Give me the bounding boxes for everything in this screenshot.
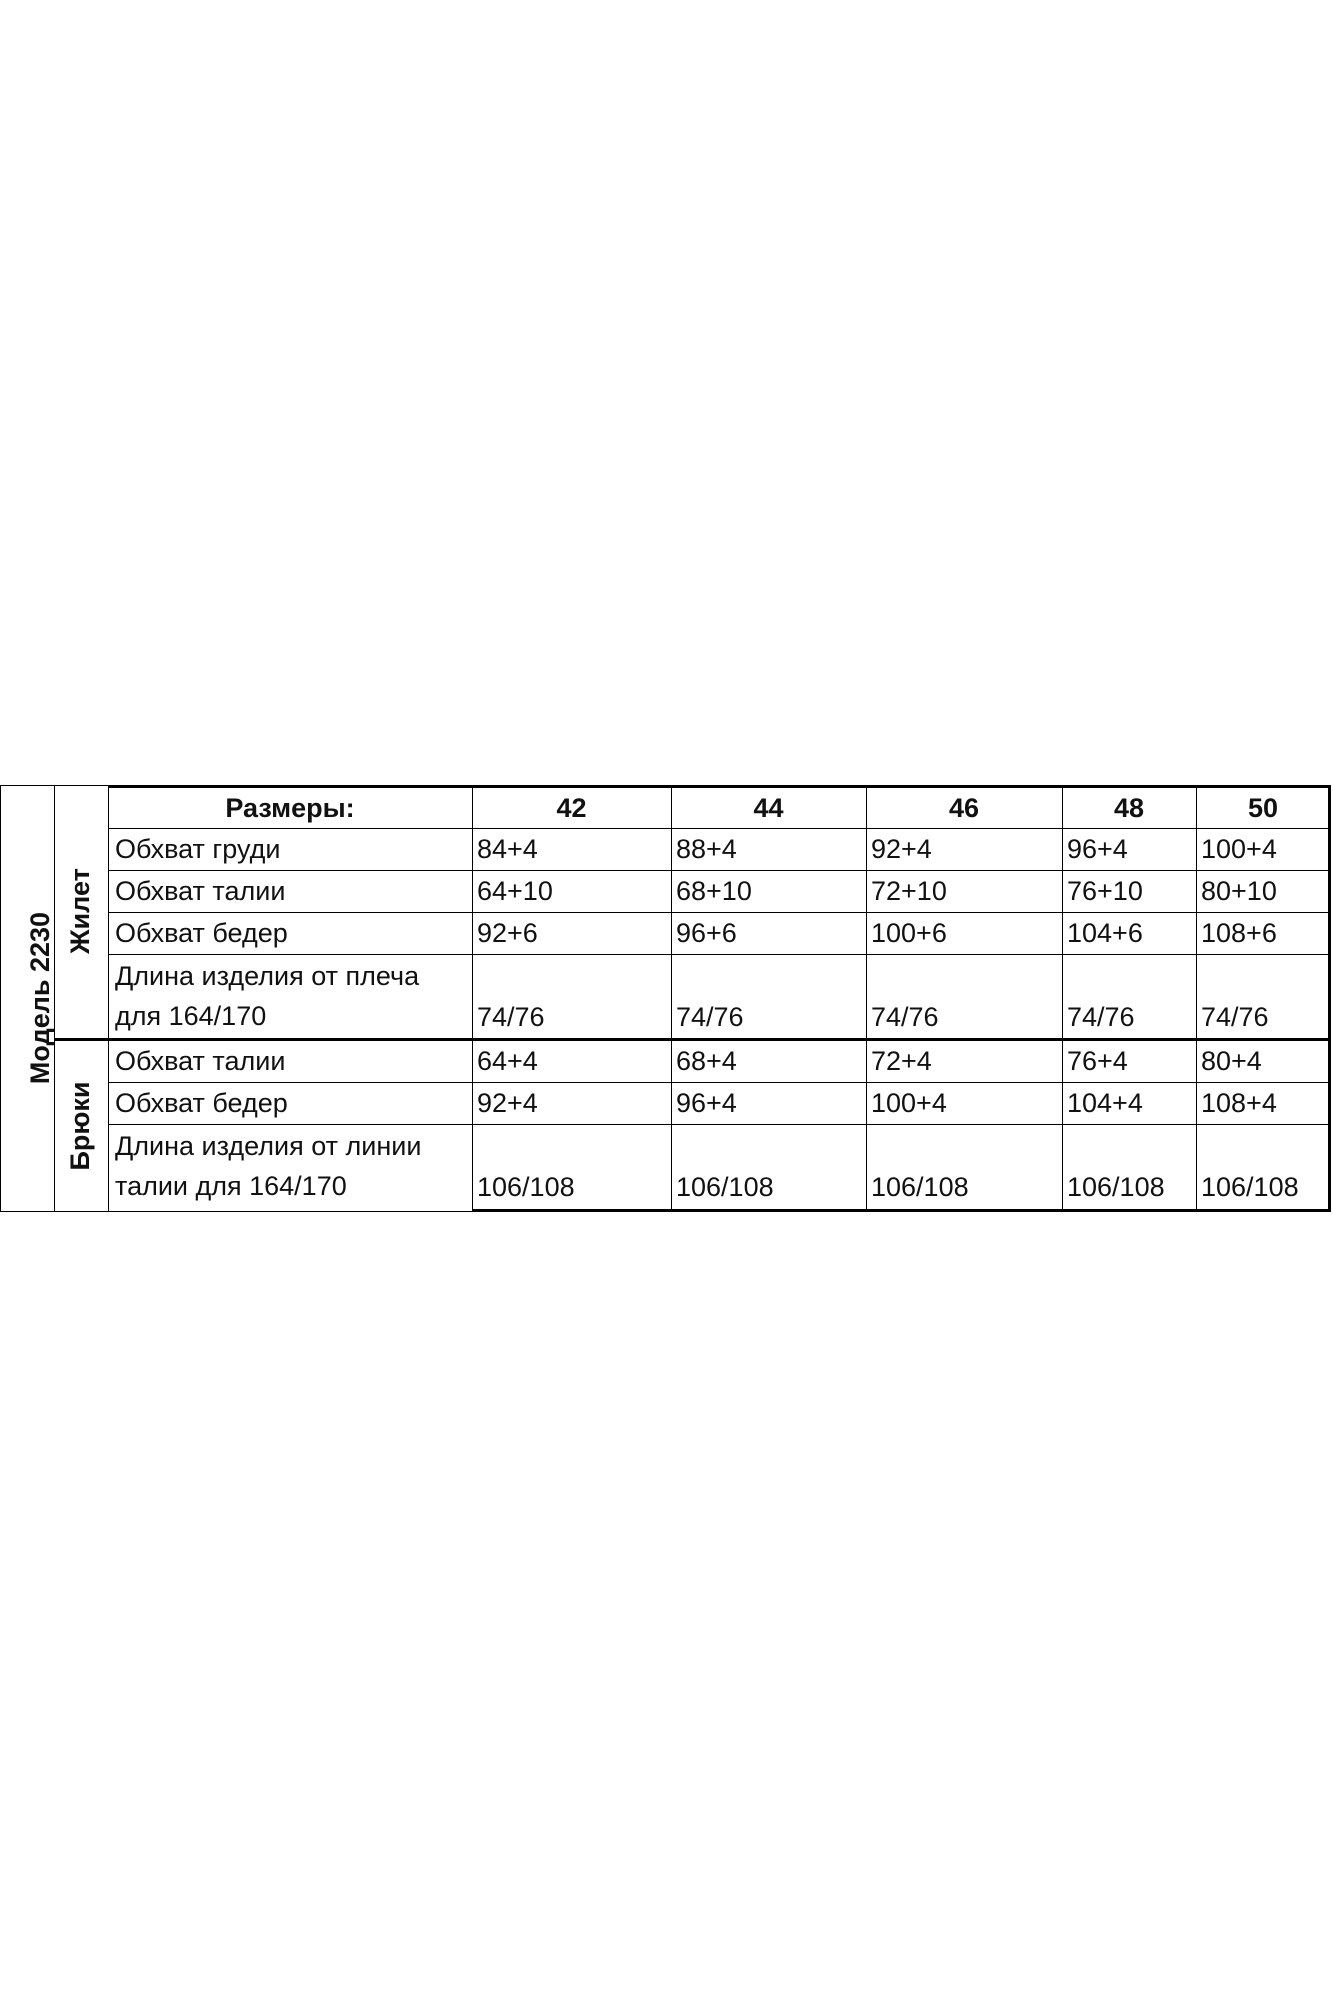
table-cell: 72+10	[871, 876, 947, 906]
row-label-line1: Длина изделия от линии	[115, 1131, 422, 1161]
section-label-vest: Жилет	[65, 868, 95, 954]
row-label-line1: Длина изделия от плеча	[115, 961, 420, 991]
border-left	[0, 785, 1, 1212]
table-cell: 92+4	[477, 1088, 538, 1118]
line-label-col	[472, 785, 473, 1212]
row-label-line2: для 164/170	[115, 1001, 267, 1031]
line-col-42	[671, 785, 672, 1212]
line-row6-bottom	[108, 1124, 1330, 1125]
model-label: Модель 2230	[25, 911, 55, 1085]
row-label-line2: талии для 164/170	[115, 1171, 347, 1201]
table-cell: 74/76	[1201, 1002, 1269, 1032]
table-cell: 80+4	[1201, 1046, 1262, 1076]
header-size-46: 46	[948, 793, 980, 823]
table-cell: 76+4	[1067, 1046, 1128, 1076]
table-cell: 74/76	[1067, 1002, 1135, 1032]
table-cell: 76+10	[1067, 876, 1143, 906]
table-cell: 108+4	[1201, 1088, 1277, 1118]
line-col-46	[1062, 785, 1063, 1212]
table-cell: 100+6	[871, 918, 947, 948]
table-cell: 88+4	[676, 834, 737, 864]
table-cell: 96+6	[676, 918, 737, 948]
line-row3-bottom	[108, 954, 1330, 955]
table-cell: 92+6	[477, 918, 538, 948]
line-section-col	[108, 785, 109, 1212]
row-label: Обхват бедер	[115, 1088, 288, 1118]
table-cell: 92+4	[871, 834, 932, 864]
size-table	[0, 785, 1333, 1216]
table-cell: 64+4	[477, 1046, 538, 1076]
header-size-50: 50	[1247, 793, 1279, 823]
table-cell: 96+4	[676, 1088, 737, 1118]
table-cell: 104+4	[1067, 1088, 1143, 1118]
row-label: Обхват талии	[115, 1046, 286, 1076]
line-col-44	[866, 785, 867, 1212]
border-right	[1328, 785, 1331, 1212]
table-cell: 106/108	[477, 1172, 575, 1202]
row-label: Обхват талии	[115, 876, 286, 906]
border-bottom-right	[472, 1209, 1330, 1212]
row-label: Обхват бедер	[115, 918, 288, 948]
table-cell: 64+10	[477, 876, 553, 906]
table-cell: 74/76	[676, 1002, 744, 1032]
table-cell: 106/108	[1201, 1172, 1299, 1202]
table-cell: 108+6	[1201, 918, 1277, 948]
table-cell: 68+4	[676, 1046, 737, 1076]
table-cell: 106/108	[676, 1172, 774, 1202]
header-size-44: 44	[753, 793, 784, 823]
section-label-trousers: Брюки	[65, 1081, 95, 1171]
table-cell: 74/76	[871, 1002, 939, 1032]
table-cell: 106/108	[1067, 1172, 1165, 1202]
table-cell: 72+4	[871, 1046, 932, 1076]
table-cell: 68+10	[676, 876, 752, 906]
table-cell: 74/76	[477, 1002, 545, 1032]
table-cell: 84+4	[477, 834, 538, 864]
row-label: Обхват груди	[115, 834, 281, 864]
header-size-42: 42	[556, 793, 587, 823]
header-size-48: 48	[1113, 793, 1145, 823]
table-cell: 96+4	[1067, 834, 1128, 864]
table-cell: 104+6	[1067, 918, 1143, 948]
header-label: Размеры:	[225, 793, 355, 823]
table-cell: 80+10	[1201, 876, 1277, 906]
table-cell: 106/108	[871, 1172, 969, 1202]
line-col-48	[1196, 785, 1197, 1212]
table-cell: 100+4	[871, 1088, 947, 1118]
table-cell: 100+4	[1201, 834, 1277, 864]
